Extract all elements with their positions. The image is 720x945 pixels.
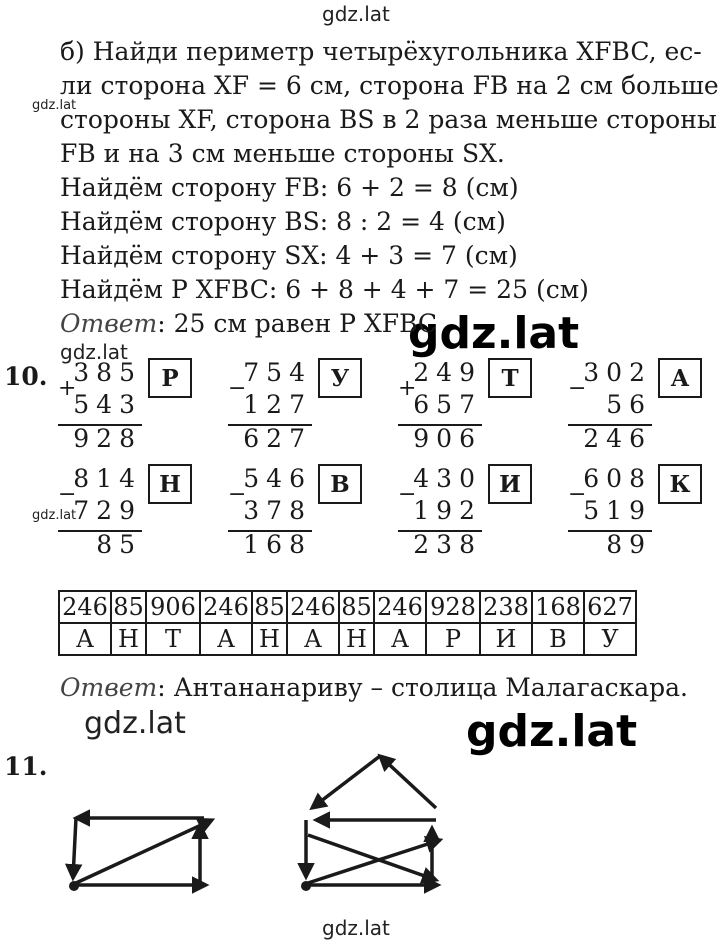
answer-letter-box: Т <box>488 358 532 398</box>
answer-letter-box: У <box>318 358 362 398</box>
watermark: gdz.lat <box>322 916 390 940</box>
arrow <box>76 820 212 883</box>
code-number-cell: 928 <box>426 591 480 623</box>
code-letter-cell: Р <box>426 623 480 655</box>
result: 85 <box>96 530 142 559</box>
watermark: gdz.lat <box>466 706 638 757</box>
code-letter-cell: У <box>584 623 636 655</box>
operand-top: 814 <box>73 464 142 493</box>
code-table <box>58 590 637 656</box>
watermark: gdz.lat <box>84 706 186 741</box>
answer-line <box>60 672 688 705</box>
problem-text-line: ли сторона XF = 6 см, сторона FB на 2 см больше <box>60 71 719 100</box>
watermark: gdz.lat <box>32 508 77 523</box>
operand-top: 385 <box>73 358 142 387</box>
code-number-cell: 85 <box>111 591 146 623</box>
code-letter-cell: А <box>374 623 426 655</box>
code-number-cell: 238 <box>480 591 532 623</box>
task-number: 10. <box>4 362 48 391</box>
result: 627 <box>243 424 312 453</box>
operator-sign: − <box>228 482 247 507</box>
answer-line <box>60 308 437 341</box>
code-number-cell: 906 <box>146 591 200 623</box>
answer-letter-box: К <box>658 464 702 504</box>
watermark: gdz.lat <box>32 98 77 113</box>
code-letter-row <box>59 623 636 655</box>
code-letter-cell: А <box>287 623 339 655</box>
operand-top: 546 <box>243 464 312 493</box>
result: 238 <box>413 530 482 559</box>
code-letter-cell: Н <box>111 623 146 655</box>
arrow <box>308 840 440 883</box>
code-letter-cell: А <box>200 623 252 655</box>
operand-bottom: 378 <box>243 496 312 525</box>
operand-top: 608 <box>583 464 652 493</box>
operand-bottom: 519 <box>583 496 652 525</box>
arrow <box>380 756 436 808</box>
answer-text: : Антананариву – столица Малагаскара. <box>157 673 688 702</box>
arrow <box>312 756 380 808</box>
result: 906 <box>413 424 482 453</box>
watermark: gdz.lat <box>408 308 580 359</box>
operand-bottom: 543 <box>73 390 142 419</box>
operand-bottom: 192 <box>413 496 482 525</box>
operator-sign: + <box>398 376 417 401</box>
solution-step: Найдём сторону BS: 8 : 2 = 4 (см) <box>60 207 506 236</box>
code-number-cell: 246 <box>200 591 252 623</box>
watermark: gdz.lat <box>60 340 128 364</box>
code-number-cell: 168 <box>532 591 584 623</box>
code-letter-cell: Т <box>146 623 200 655</box>
operand-top: 754 <box>243 358 312 387</box>
result: 168 <box>243 530 312 559</box>
task-number: 11. <box>4 752 48 781</box>
answer-letter-box: Р <box>148 358 192 398</box>
code-number-row <box>59 591 636 623</box>
answer-letter-box: А <box>658 358 702 398</box>
start-point <box>301 881 311 891</box>
problem-text-line: б) Найди периметр четырёхугольника XFBC, ес- <box>60 37 702 66</box>
watermark: gdz.lat <box>322 2 390 26</box>
solution-step: Найдём P XFBC: 6 + 8 + 4 + 7 = 25 (см) <box>60 275 589 304</box>
result: 89 <box>606 530 652 559</box>
code-number-cell: 627 <box>584 591 636 623</box>
operand-bottom: 127 <box>243 390 312 419</box>
answer-letter-box: В <box>318 464 362 504</box>
code-number-cell: 85 <box>339 591 374 623</box>
code-letter-cell: А <box>59 623 111 655</box>
operator-sign: − <box>568 482 587 507</box>
start-point <box>69 881 79 891</box>
code-number-cell: 246 <box>59 591 111 623</box>
problem-text-line: FB и на 3 см меньше стороны SX. <box>60 139 505 168</box>
solution-step: Найдём сторону FB: 6 + 2 = 8 (см) <box>60 173 519 202</box>
code-letter-cell: Н <box>339 623 374 655</box>
diagram <box>0 740 720 920</box>
operand-bottom: 56 <box>606 390 652 419</box>
code-number-cell: 246 <box>287 591 339 623</box>
code-number-cell: 85 <box>252 591 287 623</box>
solution-step: Найдём сторону SX: 4 + 3 = 7 (см) <box>60 241 518 270</box>
operand-top: 249 <box>413 358 482 387</box>
operand-top: 430 <box>413 464 482 493</box>
problem-text-line: стороны XF, сторона BS в 2 раза меньше стороны <box>60 105 717 134</box>
result: 246 <box>583 424 652 453</box>
code-letter-cell: В <box>532 623 584 655</box>
arrow <box>73 818 76 878</box>
answer-label: Ответ <box>60 309 158 338</box>
operator-sign: − <box>568 376 587 401</box>
code-letter-cell: И <box>480 623 532 655</box>
operand-bottom: 657 <box>413 390 482 419</box>
code-letter-cell: Н <box>252 623 287 655</box>
answer-text: : 25 см равен P XFBC <box>157 309 438 338</box>
operator-sign: − <box>398 482 417 507</box>
answer-letter-box: И <box>488 464 532 504</box>
operand-bottom: 729 <box>73 496 142 525</box>
result: 928 <box>73 424 142 453</box>
answer-label: Ответ <box>60 673 158 702</box>
operand-top: 302 <box>583 358 652 387</box>
operator-sign: − <box>58 482 77 507</box>
arrow <box>308 835 436 880</box>
operator-sign: − <box>228 376 247 401</box>
answer-letter-box: Н <box>148 464 192 504</box>
operator-sign: + <box>58 376 77 401</box>
code-number-cell: 246 <box>374 591 426 623</box>
